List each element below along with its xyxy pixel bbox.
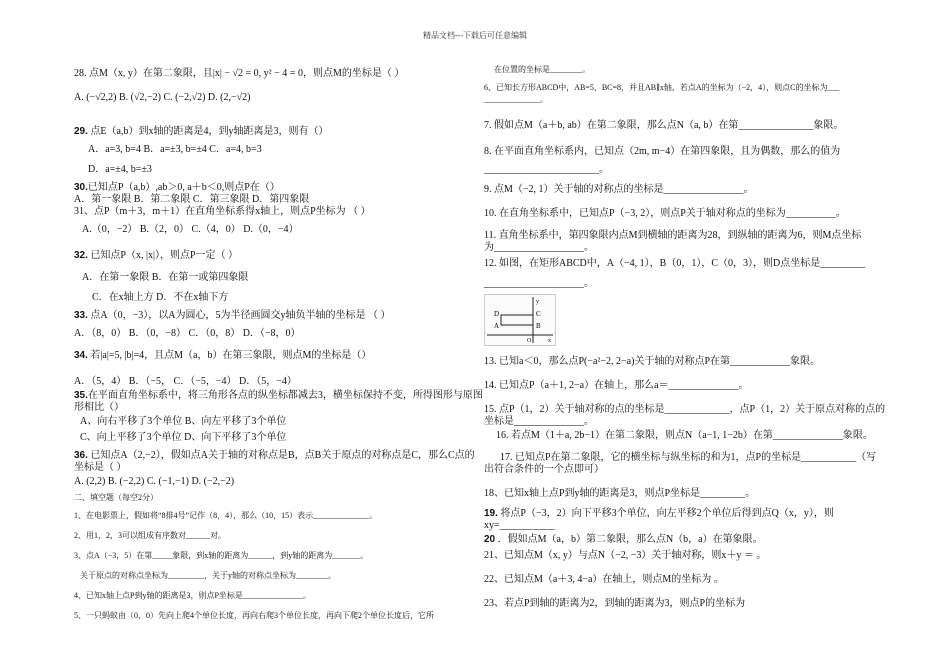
right-line-5: _______________________。 xyxy=(484,164,609,175)
right-line-6: 9. 点M（−2, 1）关于轴的对称点的坐标是________________。 xyxy=(484,184,754,195)
left-line-25: 2、用1，2，3可以组成有序数对______对。 xyxy=(74,531,226,540)
right-line-24: 22、已知点M（a＋3, 4−a）在轴上，则点M的坐标为 。 xyxy=(484,574,724,585)
right-line-11: ____________________。 xyxy=(484,278,594,289)
left-line-29: 5、一只蚂蚁由（0，0）先向上爬4个单位长度，再向右爬3个单位长度，再向下爬2个单位长度后，它所 xyxy=(74,611,434,620)
right-line-22: 20 ．假如点M（a，b）第二象限，那么点N（b，a）在第象限。 xyxy=(484,534,763,545)
right-line-9: 为__________________。 xyxy=(484,242,594,253)
label-y: y xyxy=(536,299,539,305)
left-line-0: 28. 点M（x, y）在第二象限，且|x| − √2 = 0, y² − 4 = 0，则点M的坐标是（ ） xyxy=(74,68,405,79)
left-line-8: A.（0，−2） B.（2，0） C.（4，0） D.（0，−4） xyxy=(82,224,299,235)
left-line-24: 1、在电影票上，假如将“8排4号”记作（8，4），那么（10，15）表示______________。 xyxy=(74,511,378,520)
label-o: O xyxy=(527,338,532,344)
left-line-18: A、向右平移了3个单位 B、向左平移了3个单位 xyxy=(80,416,287,427)
left-line-21: 坐标是（ ） xyxy=(74,462,127,473)
right-line-8: 11. 直角坐标系中，第四象限内点M到横轴的距离为28，到纵轴的距离为6，则M点坐标 xyxy=(484,230,862,241)
right-line-1: 6、已知长方形ABCD中，AB=5，BC=8，并且AB∥x轴，若点A的坐标为（−2，4），则点C的坐标为___ xyxy=(484,83,840,92)
left-line-10: A．在第一象限 B．在第一或第四象限 xyxy=(82,272,249,283)
left-line-26: 3、点A（−3，5）在第_____象限，到x轴的距离为______，到y轴的距离为_______。 xyxy=(74,551,369,560)
right-line-25: 23、若点P到轴的距离为2，到轴的距离为3，则点P的坐标为 xyxy=(484,598,746,609)
right-line-17: 17. 已知点P在第二象限，它的横坐标与纵坐标的和为1，点P的坐标是___________（写 xyxy=(500,452,877,463)
left-line-2: 29. 点E（a,b）到x轴的距离是4，到y轴距离是3，则有（） xyxy=(74,126,329,137)
right-line-14: 15. 点P（1，2）关于轴对称的点的坐标是_____________，点P（1，2）关于原点对称的点的 xyxy=(484,404,886,415)
right-line-0: 在位置的坐标是________。 xyxy=(494,65,590,74)
right-line-12: 13. 已知a＜0，那么点P(−a²−2, 2−a)关于轴的对称点P在第____________象限。 xyxy=(484,356,821,367)
label-d: D xyxy=(494,310,500,318)
left-line-28: 4、已知x轴上点P到y轴的距离是3，则点P坐标是_______________。 xyxy=(74,591,311,600)
right-line-16: 16. 若点M（1＋a, 2b−1）在第二象限，则点N（a−1, 1−2b）在第______________象限。 xyxy=(496,430,873,441)
label-b: B xyxy=(536,322,541,330)
left-line-7: 31、点P（m＋3，m＋1）在直角坐标系得x轴上，则点P坐标为 （ ） xyxy=(74,206,371,217)
left-line-16: 35.在平面直角坐标系中，将三角形各点的纵坐标都减去3，横坐标保持不变，所得图形与原图 xyxy=(74,390,483,401)
right-line-18: 出符合条件的一个点即可） xyxy=(484,464,604,475)
label-c: C xyxy=(536,310,541,318)
left-line-13: A．（8，0） B．（0，−8） C．（0，8） D．（−8，0） xyxy=(74,328,301,339)
left-line-5: 30.已知点P（a,b）,ab＞0, a＋b＜0,则点P在（） xyxy=(74,182,280,193)
left-line-1: A. (−√2,2) B. (√2,−2) C. (−2,√2) D. (2,−√2) xyxy=(74,92,251,103)
rectangle-abcd xyxy=(501,315,533,325)
left-line-14: 34. 若|a|=5, |b|=4，且点M（a，b）在第三象限，则点M的坐标是（） xyxy=(74,350,372,361)
right-line-2: ______________。 xyxy=(484,95,548,104)
right-line-7: 10. 在直角坐标系中，已知点P（−3, 2），则点P关于轴对称点的坐标为__________。 xyxy=(484,208,846,219)
left-line-17: 形相比（） xyxy=(74,402,124,413)
right-line-23: 21、已知点M（x, y）与点N（−2, −3）关于轴对称，则x＋y ＝ 。 xyxy=(484,550,767,561)
left-line-4: D．a=±4, b=±3 xyxy=(88,164,152,175)
right-line-4: 8. 在平面直角坐标系内，已知点（2m, m−4）在第四象限，且为偶数，那么的值为 xyxy=(484,146,841,157)
left-line-6: A．第一象限 B．第二象限 C．第三象限 D．第四象限 xyxy=(74,194,310,205)
page-header: 精品文档---下载后可任意编辑 xyxy=(423,31,527,40)
right-line-19: 18、已知x轴上点P到y轴的距离是3，则点P坐标是_________。 xyxy=(484,488,756,499)
left-line-3: A．a=3, b=4 B．a=±3, b=±4 C．a=4, b=3 xyxy=(88,144,262,155)
left-line-27: 关于原点的对称点坐标为_________，关于y轴的对称点坐标为________。 xyxy=(80,571,336,580)
left-line-15: A．（5，4） B．（−5， C．（−5，−4） D．（5，−4） xyxy=(74,376,297,387)
right-line-3: 7. 假如点M（a＋b, ab）在第二象限，那么点N（a, b）在第_______________象限。 xyxy=(484,120,844,131)
rectangle-figure xyxy=(484,294,556,346)
left-line-19: C、向上平移了3个单位 D、向下平移了3个单位 xyxy=(80,432,287,443)
left-line-22: A. (2,2) B. (−2,2) C. (−1,−1) D. (−2,−2) xyxy=(74,476,235,487)
right-line-20: 19. 将点P（−3，2）向下平移3个单位，向左平移2个单位后得到点Q（x，y），则 xyxy=(484,508,834,519)
left-line-20: 36. 已知点A（2,−2），假如点A关于轴的对称点是B，点B关于原点的对称点是C，那么C点的 xyxy=(74,450,475,461)
left-line-23: 二、填空题（每空2分） xyxy=(74,493,158,502)
left-line-9: 32. 已知点P（x, |x|），则点P一定（ ） xyxy=(74,250,239,261)
right-line-21: xy=___________ xyxy=(484,520,555,531)
right-line-10: 12. 如图，在矩形ABCD中，A（−4, 1），B（0，1），C（0，3），则D点坐标是_________ xyxy=(484,258,866,269)
label-a: A xyxy=(494,322,500,330)
left-line-11: C．在x轴上方 D．不在x轴下方 xyxy=(92,292,229,303)
left-line-12: 33. 点A（0，−3），以A为圆心，5为半径画圆交y轴负半轴的坐标是 （ ） xyxy=(74,310,391,321)
right-line-15: 坐标是______________。 xyxy=(484,416,594,427)
right-line-13: 14. 已知点P（a＋1, 2−a）在轴上，那么a＝______________。 xyxy=(484,380,749,391)
label-x: x xyxy=(548,338,551,344)
